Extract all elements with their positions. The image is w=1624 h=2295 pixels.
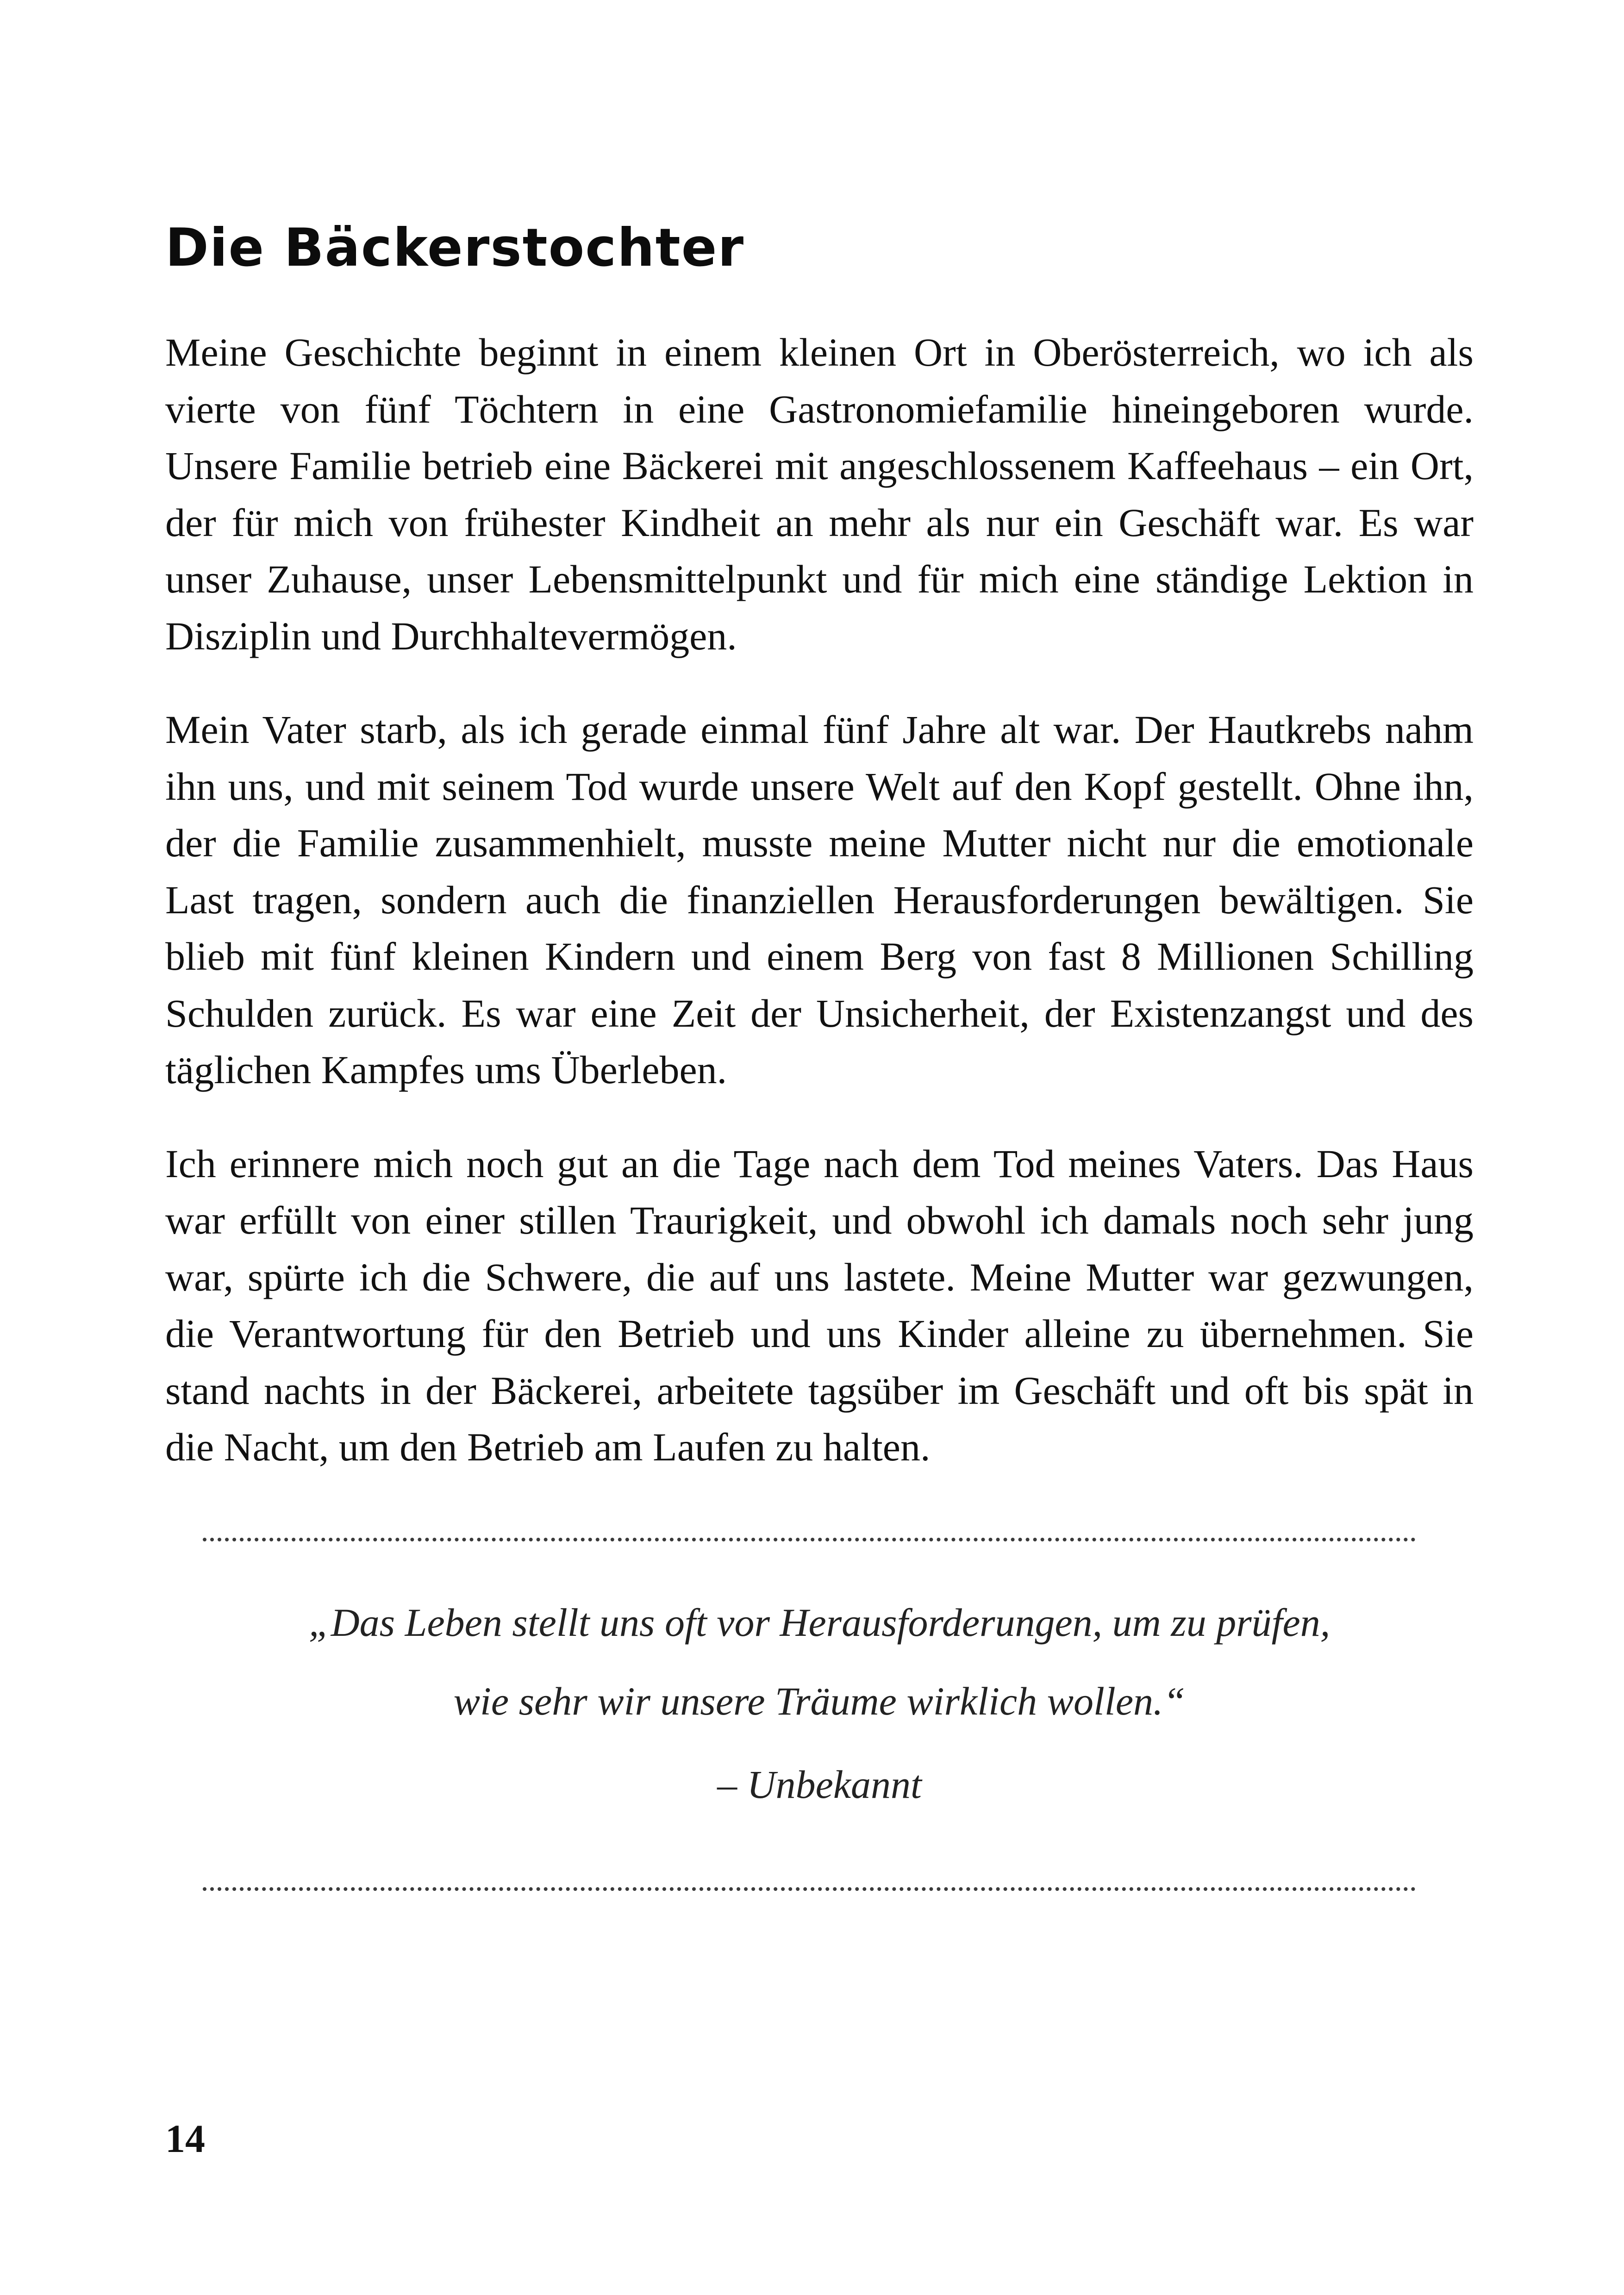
text-line: Meine Geschichte beginnt in einem kleinen Ort in Oberösterreich, wo ich als — [165, 330, 1474, 374]
text-line: Mein Vater starb, als ich gerade einmal fünf Jahre alt war. Der Hautkrebs nahm — [165, 707, 1474, 752]
text-line: Last tragen, sondern auch die finanziellen Herausforderungen bewältigen. Sie — [165, 877, 1474, 922]
paragraph-2 — [165, 701, 1474, 1098]
text-line: die Nacht, um den Betrieb am Laufen zu halten. — [165, 1425, 931, 1469]
quote-author: – Unbekannt — [717, 1762, 922, 1807]
quote-block — [165, 1583, 1474, 1815]
text-line: war erfüllt von einer stillen Traurigkeit, und obwohl ich damals noch sehr jung — [165, 1198, 1474, 1242]
quote-divider-top — [203, 1538, 1416, 1541]
text-line: stand nachts in der Bäckerei, arbeitete tagsüber im Geschäft und oft bis spät in — [165, 1368, 1474, 1413]
text-line: Unsere Familie betrieb eine Bäckerei mit angeschlossenem Kaffeehaus – ein Ort, — [165, 443, 1474, 488]
text-line: Disziplin und Durchhaltevermögen. — [165, 613, 737, 658]
text-line: ihn uns, und mit seinem Tod wurde unsere Welt auf den Kopf gestellt. Ohne ihn, — [165, 764, 1474, 809]
page-number: 14 — [165, 2116, 205, 2161]
quote-divider-bottom — [203, 1887, 1416, 1891]
quote-line-2: wie sehr wir unsere Träume wirklich wollen.“ — [453, 1679, 1186, 1723]
text-line: unser Zuhause, unser Lebensmittelpunkt und für mich eine ständige Lektion in — [165, 557, 1474, 601]
text-line: Ich erinnere mich noch gut an die Tage nach dem Tod meines Vaters. Das Haus — [165, 1141, 1474, 1186]
quote-line-1: „Das Leben stellt uns oft vor Herausforderungen, um zu prüfen, — [308, 1600, 1330, 1645]
text-line: vierte von fünf Töchtern in eine Gastronomiefamilie hineingeboren wurde. — [165, 387, 1474, 431]
text-line: der für mich von frühester Kindheit an mehr als nur ein Geschäft war. Es war — [165, 500, 1474, 545]
text-line: die Verantwortung für den Betrieb und uns Kinder alleine zu übernehmen. Sie — [165, 1311, 1474, 1356]
chapter-title: Die Bäckerstochter — [165, 217, 745, 278]
paragraph-3 — [165, 1135, 1474, 1476]
text-line: täglichen Kampfes ums Überleben. — [165, 1048, 727, 1092]
text-line: blieb mit fünf kleinen Kindern und einem Berg von fast 8 Millionen Schilling — [165, 934, 1474, 979]
text-line: war, spürte ich die Schwere, die auf uns lastete. Meine Mutter war gezwungen, — [165, 1254, 1474, 1299]
paragraph-1 — [165, 324, 1474, 664]
body-text — [165, 324, 1474, 1513]
text-line: der die Familie zusammenhielt, musste meine Mutter nicht nur die emotionale — [165, 821, 1474, 865]
text-line: Schulden zurück. Es war eine Zeit der Unsicherheit, der Existenzangst und des — [165, 991, 1474, 1035]
